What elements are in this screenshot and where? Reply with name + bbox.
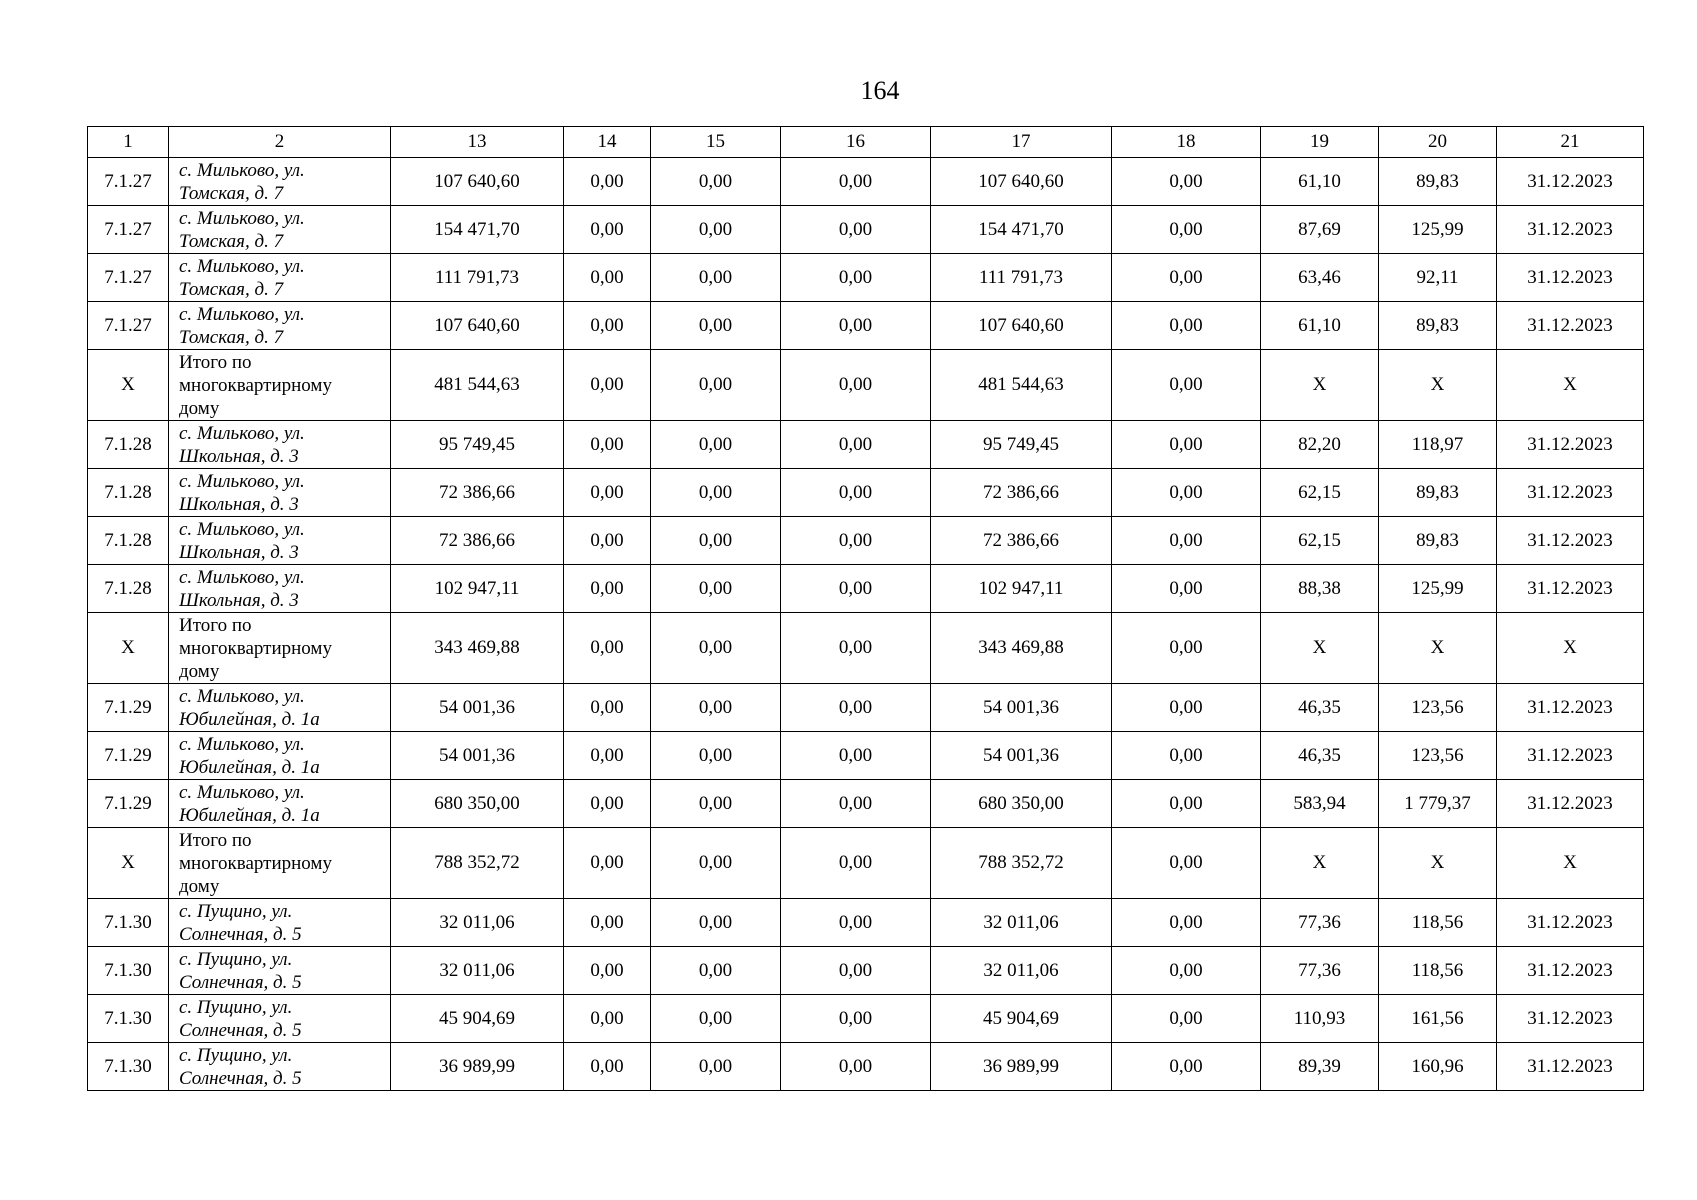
cell-16: 0,00 (781, 732, 931, 780)
cell-13: 72 386,66 (391, 469, 564, 517)
cell-14: 0,00 (564, 995, 651, 1043)
cell-20: 118,56 (1379, 899, 1497, 947)
cell-17: 107 640,60 (931, 302, 1112, 350)
cell-16: 0,00 (781, 947, 931, 995)
cell-17: 95 749,45 (931, 421, 1112, 469)
item-number: 7.1.27 (88, 254, 169, 302)
cell-18: 0,00 (1112, 206, 1261, 254)
address-cell (169, 206, 391, 254)
address-line: с. Мильково, ул. (179, 207, 305, 229)
address-line: Юбилейная, д. 1а (179, 756, 320, 778)
item-number: 7.1.30 (88, 899, 169, 947)
table-row (88, 206, 1644, 254)
address-line: дому (179, 660, 220, 682)
cell-15: 0,00 (651, 350, 781, 421)
address-line: Итого по (179, 351, 252, 373)
item-number: 7.1.29 (88, 732, 169, 780)
address-cell (169, 1043, 391, 1091)
address-cell (169, 732, 391, 780)
cell-17: 481 544,63 (931, 350, 1112, 421)
table-row (88, 421, 1644, 469)
address-line: с. Мильково, ул. (179, 422, 305, 444)
cell-21: 31.12.2023 (1497, 302, 1644, 350)
header-row (88, 127, 1644, 158)
cell-16: 0,00 (781, 469, 931, 517)
cell-14: 0,00 (564, 1043, 651, 1091)
cell-13: 680 350,00 (391, 780, 564, 828)
item-number: 7.1.28 (88, 565, 169, 613)
cell-13: 102 947,11 (391, 565, 564, 613)
cell-16: 0,00 (781, 828, 931, 899)
column-header: 15 (651, 127, 781, 158)
address-cell (169, 684, 391, 732)
table-row (88, 899, 1644, 947)
cell-19: 77,36 (1261, 947, 1379, 995)
cell-14: 0,00 (564, 947, 651, 995)
cell-20: 123,56 (1379, 684, 1497, 732)
item-number: 7.1.27 (88, 206, 169, 254)
cell-20: 1 779,37 (1379, 780, 1497, 828)
address-line: с. Пущино, ул. (179, 1044, 293, 1066)
cell-13: 95 749,45 (391, 421, 564, 469)
cell-13: 32 011,06 (391, 947, 564, 995)
cell-14: 0,00 (564, 828, 651, 899)
table-row (88, 684, 1644, 732)
address-cell (169, 995, 391, 1043)
item-number: 7.1.29 (88, 684, 169, 732)
cell-15: 0,00 (651, 613, 781, 684)
column-header: 2 (169, 127, 391, 158)
table-row (88, 780, 1644, 828)
address-cell (169, 899, 391, 947)
cell-20: X (1379, 613, 1497, 684)
cell-21: 31.12.2023 (1497, 899, 1644, 947)
cell-17: 154 471,70 (931, 206, 1112, 254)
cell-14: 0,00 (564, 158, 651, 206)
address-cell (169, 565, 391, 613)
cell-20: 118,56 (1379, 947, 1497, 995)
address-line: Солнечная, д. 5 (179, 1019, 302, 1041)
cell-18: 0,00 (1112, 899, 1261, 947)
table-row (88, 947, 1644, 995)
address-line: с. Пущино, ул. (179, 900, 293, 922)
cell-16: 0,00 (781, 1043, 931, 1091)
cell-16: 0,00 (781, 254, 931, 302)
table-body (88, 158, 1644, 1091)
cell-20: 89,83 (1379, 517, 1497, 565)
cell-16: 0,00 (781, 517, 931, 565)
cell-18: 0,00 (1112, 995, 1261, 1043)
address-line: Итого по (179, 614, 252, 636)
address-line: с. Мильково, ул. (179, 159, 305, 181)
address-line: Томская, д. 7 (179, 230, 284, 252)
cell-14: 0,00 (564, 469, 651, 517)
cell-15: 0,00 (651, 517, 781, 565)
cell-14: 0,00 (564, 780, 651, 828)
address-cell (169, 302, 391, 350)
cell-16: 0,00 (781, 995, 931, 1043)
cell-19: 583,94 (1261, 780, 1379, 828)
cell-15: 0,00 (651, 254, 781, 302)
column-header: 17 (931, 127, 1112, 158)
cell-20: 161,56 (1379, 995, 1497, 1043)
cell-20: 160,96 (1379, 1043, 1497, 1091)
data-table (87, 126, 1644, 1091)
cell-13: 32 011,06 (391, 899, 564, 947)
table-row (88, 158, 1644, 206)
cell-14: 0,00 (564, 302, 651, 350)
address-line: Томская, д. 7 (179, 326, 284, 348)
address-line: с. Мильково, ул. (179, 733, 305, 755)
address-line: Школьная, д. 3 (179, 589, 299, 611)
cell-17: 102 947,11 (931, 565, 1112, 613)
cell-19: 110,93 (1261, 995, 1379, 1043)
cell-21: 31.12.2023 (1497, 254, 1644, 302)
column-header: 1 (88, 127, 169, 158)
address-line: Солнечная, д. 5 (179, 971, 302, 993)
cell-13: 36 989,99 (391, 1043, 564, 1091)
cell-13: 45 904,69 (391, 995, 564, 1043)
cell-15: 0,00 (651, 421, 781, 469)
cell-20: 118,97 (1379, 421, 1497, 469)
address-line: Школьная, д. 3 (179, 493, 299, 515)
cell-17: 72 386,66 (931, 517, 1112, 565)
address-line: с. Мильково, ул. (179, 255, 305, 277)
cell-13: 343 469,88 (391, 613, 564, 684)
column-header: 14 (564, 127, 651, 158)
table-row (88, 469, 1644, 517)
address-line: Юбилейная, д. 1а (179, 804, 320, 826)
cell-21: 31.12.2023 (1497, 1043, 1644, 1091)
cell-19: X (1261, 828, 1379, 899)
address-line: многоквартирному (179, 852, 332, 874)
cell-18: 0,00 (1112, 828, 1261, 899)
cell-21: 31.12.2023 (1497, 158, 1644, 206)
cell-19: 87,69 (1261, 206, 1379, 254)
item-number: 7.1.29 (88, 780, 169, 828)
total-label (169, 828, 391, 899)
cell-19: X (1261, 350, 1379, 421)
cell-19: 82,20 (1261, 421, 1379, 469)
cell-15: 0,00 (651, 828, 781, 899)
address-cell (169, 469, 391, 517)
cell-21: 31.12.2023 (1497, 995, 1644, 1043)
cell-19: 62,15 (1261, 469, 1379, 517)
cell-19: X (1261, 613, 1379, 684)
cell-19: 88,38 (1261, 565, 1379, 613)
item-number: 7.1.30 (88, 995, 169, 1043)
cell-20: 89,83 (1379, 158, 1497, 206)
cell-20: X (1379, 828, 1497, 899)
cell-13: 481 544,63 (391, 350, 564, 421)
cell-18: 0,00 (1112, 302, 1261, 350)
cell-18: 0,00 (1112, 613, 1261, 684)
cell-17: 45 904,69 (931, 995, 1112, 1043)
item-number: 7.1.27 (88, 158, 169, 206)
item-number: 7.1.30 (88, 1043, 169, 1091)
cell-17: 680 350,00 (931, 780, 1112, 828)
address-cell (169, 780, 391, 828)
item-number: X (88, 350, 169, 421)
cell-20: 125,99 (1379, 565, 1497, 613)
cell-18: 0,00 (1112, 565, 1261, 613)
cell-14: 0,00 (564, 517, 651, 565)
cell-21: 31.12.2023 (1497, 565, 1644, 613)
cell-19: 46,35 (1261, 684, 1379, 732)
cell-18: 0,00 (1112, 732, 1261, 780)
address-cell (169, 421, 391, 469)
cell-15: 0,00 (651, 302, 781, 350)
cell-13: 154 471,70 (391, 206, 564, 254)
cell-15: 0,00 (651, 947, 781, 995)
cell-16: 0,00 (781, 684, 931, 732)
cell-21: 31.12.2023 (1497, 780, 1644, 828)
cell-17: 54 001,36 (931, 684, 1112, 732)
cell-21: 31.12.2023 (1497, 684, 1644, 732)
cell-17: 32 011,06 (931, 899, 1112, 947)
cell-17: 343 469,88 (931, 613, 1112, 684)
cell-17: 72 386,66 (931, 469, 1112, 517)
item-number: 7.1.27 (88, 302, 169, 350)
cell-17: 54 001,36 (931, 732, 1112, 780)
cell-21: 31.12.2023 (1497, 732, 1644, 780)
cell-21: X (1497, 828, 1644, 899)
address-line: с. Пущино, ул. (179, 996, 293, 1018)
address-line: Солнечная, д. 5 (179, 1067, 302, 1089)
cell-20: 92,11 (1379, 254, 1497, 302)
cell-13: 54 001,36 (391, 732, 564, 780)
cell-16: 0,00 (781, 350, 931, 421)
address-line: многоквартирному (179, 637, 332, 659)
address-line: Школьная, д. 3 (179, 445, 299, 467)
cell-21: 31.12.2023 (1497, 206, 1644, 254)
cell-15: 0,00 (651, 899, 781, 947)
item-number: 7.1.28 (88, 469, 169, 517)
address-line: Школьная, д. 3 (179, 541, 299, 563)
cell-18: 0,00 (1112, 947, 1261, 995)
cell-20: 89,83 (1379, 302, 1497, 350)
cell-13: 788 352,72 (391, 828, 564, 899)
cell-14: 0,00 (564, 613, 651, 684)
cell-18: 0,00 (1112, 421, 1261, 469)
cell-13: 107 640,60 (391, 302, 564, 350)
table-row (88, 732, 1644, 780)
cell-18: 0,00 (1112, 517, 1261, 565)
cell-13: 54 001,36 (391, 684, 564, 732)
cell-16: 0,00 (781, 613, 931, 684)
item-number: 7.1.30 (88, 947, 169, 995)
cell-21: 31.12.2023 (1497, 469, 1644, 517)
item-number: 7.1.28 (88, 421, 169, 469)
address-line: дому (179, 875, 220, 897)
cell-18: 0,00 (1112, 684, 1261, 732)
cell-16: 0,00 (781, 206, 931, 254)
column-header: 16 (781, 127, 931, 158)
total-row (88, 350, 1644, 421)
address-line: Солнечная, д. 5 (179, 923, 302, 945)
cell-15: 0,00 (651, 565, 781, 613)
cell-17: 111 791,73 (931, 254, 1112, 302)
cell-18: 0,00 (1112, 350, 1261, 421)
cell-13: 111 791,73 (391, 254, 564, 302)
cell-15: 0,00 (651, 732, 781, 780)
column-header: 18 (1112, 127, 1261, 158)
total-row (88, 828, 1644, 899)
cell-17: 36 989,99 (931, 1043, 1112, 1091)
cell-19: 62,15 (1261, 517, 1379, 565)
item-number: X (88, 828, 169, 899)
cell-18: 0,00 (1112, 254, 1261, 302)
cell-14: 0,00 (564, 421, 651, 469)
cell-14: 0,00 (564, 350, 651, 421)
cell-18: 0,00 (1112, 780, 1261, 828)
cell-21: X (1497, 350, 1644, 421)
column-header: 20 (1379, 127, 1497, 158)
cell-20: 123,56 (1379, 732, 1497, 780)
table-row (88, 995, 1644, 1043)
cell-16: 0,00 (781, 302, 931, 350)
cell-15: 0,00 (651, 1043, 781, 1091)
address-cell (169, 158, 391, 206)
cell-13: 72 386,66 (391, 517, 564, 565)
cell-19: 77,36 (1261, 899, 1379, 947)
address-line: дому (179, 397, 220, 419)
cell-21: 31.12.2023 (1497, 421, 1644, 469)
address-cell (169, 254, 391, 302)
address-cell (169, 947, 391, 995)
address-line: с. Мильково, ул. (179, 685, 305, 707)
cell-19: 61,10 (1261, 158, 1379, 206)
item-number: X (88, 613, 169, 684)
column-header: 21 (1497, 127, 1644, 158)
total-label (169, 350, 391, 421)
cell-15: 0,00 (651, 684, 781, 732)
cell-16: 0,00 (781, 421, 931, 469)
cell-15: 0,00 (651, 780, 781, 828)
total-label (169, 613, 391, 684)
cell-18: 0,00 (1112, 469, 1261, 517)
cell-16: 0,00 (781, 899, 931, 947)
cell-20: X (1379, 350, 1497, 421)
cell-18: 0,00 (1112, 1043, 1261, 1091)
cell-20: 89,83 (1379, 469, 1497, 517)
cell-15: 0,00 (651, 995, 781, 1043)
address-line: Томская, д. 7 (179, 182, 284, 204)
cell-14: 0,00 (564, 899, 651, 947)
address-cell (169, 517, 391, 565)
address-line: с. Пущино, ул. (179, 948, 293, 970)
address-line: Итого по (179, 829, 252, 851)
cell-19: 46,35 (1261, 732, 1379, 780)
cell-14: 0,00 (564, 206, 651, 254)
cell-15: 0,00 (651, 158, 781, 206)
cell-20: 125,99 (1379, 206, 1497, 254)
address-line: Юбилейная, д. 1а (179, 708, 320, 730)
cell-19: 63,46 (1261, 254, 1379, 302)
table-row (88, 302, 1644, 350)
total-row (88, 613, 1644, 684)
table-row (88, 517, 1644, 565)
address-line: с. Мильково, ул. (179, 781, 305, 803)
address-line: с. Мильково, ул. (179, 518, 305, 540)
address-line: с. Мильково, ул. (179, 566, 305, 588)
cell-19: 61,10 (1261, 302, 1379, 350)
table-row (88, 565, 1644, 613)
cell-15: 0,00 (651, 206, 781, 254)
cell-13: 107 640,60 (391, 158, 564, 206)
cell-21: 31.12.2023 (1497, 517, 1644, 565)
address-line: с. Мильково, ул. (179, 303, 305, 325)
cell-17: 107 640,60 (931, 158, 1112, 206)
cell-14: 0,00 (564, 565, 651, 613)
cell-21: X (1497, 613, 1644, 684)
address-line: Томская, д. 7 (179, 278, 284, 300)
cell-14: 0,00 (564, 254, 651, 302)
address-line: с. Мильково, ул. (179, 470, 305, 492)
cell-18: 0,00 (1112, 158, 1261, 206)
address-line: многоквартирному (179, 374, 332, 396)
cell-15: 0,00 (651, 469, 781, 517)
table-row (88, 1043, 1644, 1091)
cell-19: 89,39 (1261, 1043, 1379, 1091)
cell-16: 0,00 (781, 158, 931, 206)
cell-16: 0,00 (781, 565, 931, 613)
cell-14: 0,00 (564, 684, 651, 732)
cell-21: 31.12.2023 (1497, 947, 1644, 995)
column-header: 19 (1261, 127, 1379, 158)
cell-16: 0,00 (781, 780, 931, 828)
page-number: 164 (860, 76, 900, 105)
item-number: 7.1.28 (88, 517, 169, 565)
column-header: 13 (391, 127, 564, 158)
table-row (88, 254, 1644, 302)
cell-14: 0,00 (564, 732, 651, 780)
cell-17: 32 011,06 (931, 947, 1112, 995)
cell-17: 788 352,72 (931, 828, 1112, 899)
